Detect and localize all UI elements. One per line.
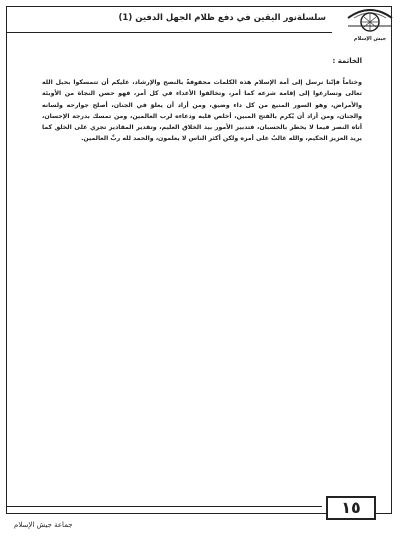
- header-title: سلسلةنور اليقين في دفع ظلام الجهل الدفين (1): [118, 13, 326, 23]
- logo-text: جيش الإسلام: [353, 36, 387, 42]
- section-heading: الخاتمة :: [332, 57, 362, 65]
- page-header: [6, 6, 392, 32]
- emblem-icon: [344, 2, 396, 36]
- footer-organization: جماعة جيش الإسلام: [14, 521, 73, 529]
- header-divider: [6, 32, 332, 33]
- logo: [344, 2, 396, 42]
- page-number: ١٥: [326, 496, 376, 520]
- body-paragraph: وختاماً فإنّنا نرسل إلى أمة الإسلام هذه الكلمات محفوفةً بالنصح والإرشاد، عليكم أن تتمسكوا بحبل الله تعالى وتسارعوا إلى إقامة شرعه كما أمر، وتخالفوا الأعداء في كل أمر، فهو حصن النجاة من الأوبئة والأمراض، وهو السور المنيع من كل داء وضيق، ومن أراد أن يعلوَ في الجنان، أصلح جوارحه ولسانه والجنان، ومن أراد أن يُكرم بالفتح المبين، أخلص قلبه ودعاءه لرب العالمين، ومن تمسك بدرجة الإحسان، أتاه النصر فيما لا يخطر بالحسبان، فتدبير الأمور بيد الخلاق العليم، وتقدير المقادير تجري على الخلق كما يريد العزيز الحكيم، والله غالبٌ على أمره ولكن أكثر الناس لا يعلمون، والحمد لله ربِّ العالمين.: [42, 79, 362, 143]
- footer-divider: [6, 506, 322, 507]
- document-body: [42, 56, 362, 156]
